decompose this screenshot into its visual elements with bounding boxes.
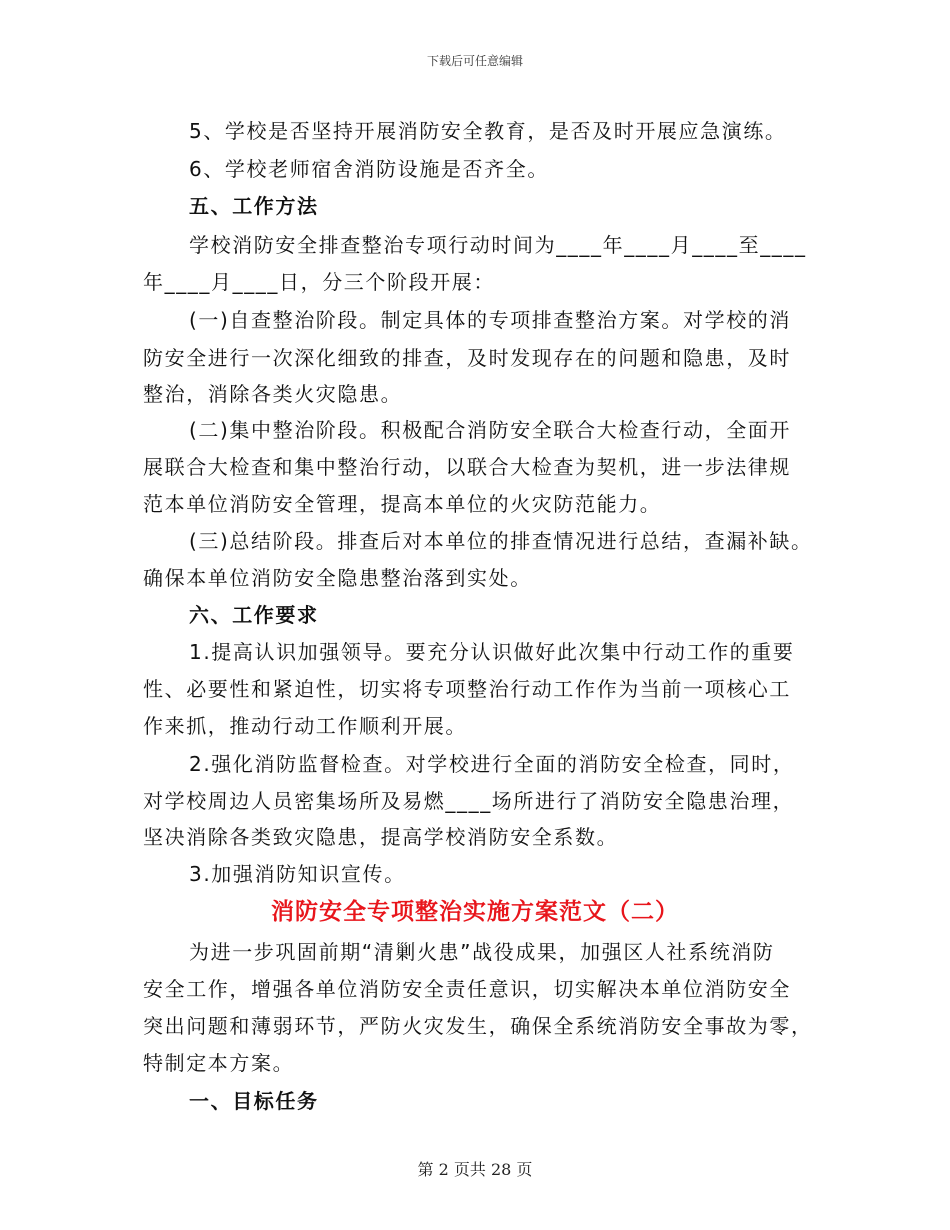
text-line: 年____月____日，分三个阶段开展： <box>143 270 495 294</box>
text-line: 确保本单位消防安全隐患整治落到实处。 <box>143 566 532 590</box>
text-line: 3.加强消防知识宣传。 <box>189 862 406 886</box>
text-line: 展联合大检查和集中整治行动，以联合大检查为契机，进一步法律规 <box>143 455 791 479</box>
section-heading: 一、目标任务 <box>189 1089 319 1113</box>
text-line: 整治，消除各类火灾隐患。 <box>143 382 403 406</box>
text-line: 为进一步巩固前期“清剿火患”战役成果，加强区人社系统消防 <box>189 940 775 964</box>
text-line: 1.提高认识加强领导。要充分认识做好此次集中行动工作的重要 <box>189 640 795 664</box>
text-line: (三)总结阶段。排查后对本单位的排查情况进行总结，查漏补缺。 <box>189 529 813 553</box>
page-number: 第 2 页共 28 页 <box>417 1160 533 1179</box>
text-line: 范本单位消防安全管理，提高本单位的火灾防范能力。 <box>143 492 662 516</box>
text-line: 作来抓，推动行动工作顺利开展。 <box>143 714 467 738</box>
section-heading: 六、工作要求 <box>189 603 319 627</box>
text-line: 5、学校是否坚持开展消防安全教育，是否及时开展应急演练。 <box>189 119 787 143</box>
text-line: 学校消防安全排查整治专项行动时间为____年____月____至____ <box>189 233 807 257</box>
text-line: (一)自查整治阶段。制定具体的专项排查整治方案。对学校的消 <box>189 308 792 332</box>
text-line: 特制定本方案。 <box>143 1051 295 1075</box>
section-title: 消防安全专项整治实施方案范文（二） <box>271 899 679 925</box>
section-heading: 五、工作方法 <box>189 194 319 218</box>
text-line: 坚决消除各类致灾隐患，提高学校消防安全系数。 <box>143 825 619 849</box>
text-line: 6、学校老师宿舍消防设施是否齐全。 <box>189 157 549 181</box>
text-line: 防安全进行一次深化细致的排查，及时发现存在的问题和隐患，及时 <box>143 346 791 370</box>
text-line: 2.强化消防监督检查。对学校进行全面的消防安全检查，同时， <box>189 752 795 776</box>
text-line: (二)集中整治阶段。积极配合消防安全联合大检查行动，全面开 <box>189 418 792 442</box>
page-header-note: 下载后可任意编辑 <box>426 54 523 68</box>
text-line: 对学校周边人员密集场所及易燃____场所进行了消防安全隐患治理， <box>143 789 795 813</box>
text-line: 突出问题和薄弱环节，严防火灾发生，确保全系统消防安全事故为零， <box>143 1014 813 1038</box>
text-line: 安全工作，增强各单位消防安全责任意识，切实解决本单位消防安全 <box>143 977 791 1001</box>
text-line: 性、必要性和紧迫性，切实将专项整治行动工作作为当前一项核心工 <box>143 677 791 701</box>
